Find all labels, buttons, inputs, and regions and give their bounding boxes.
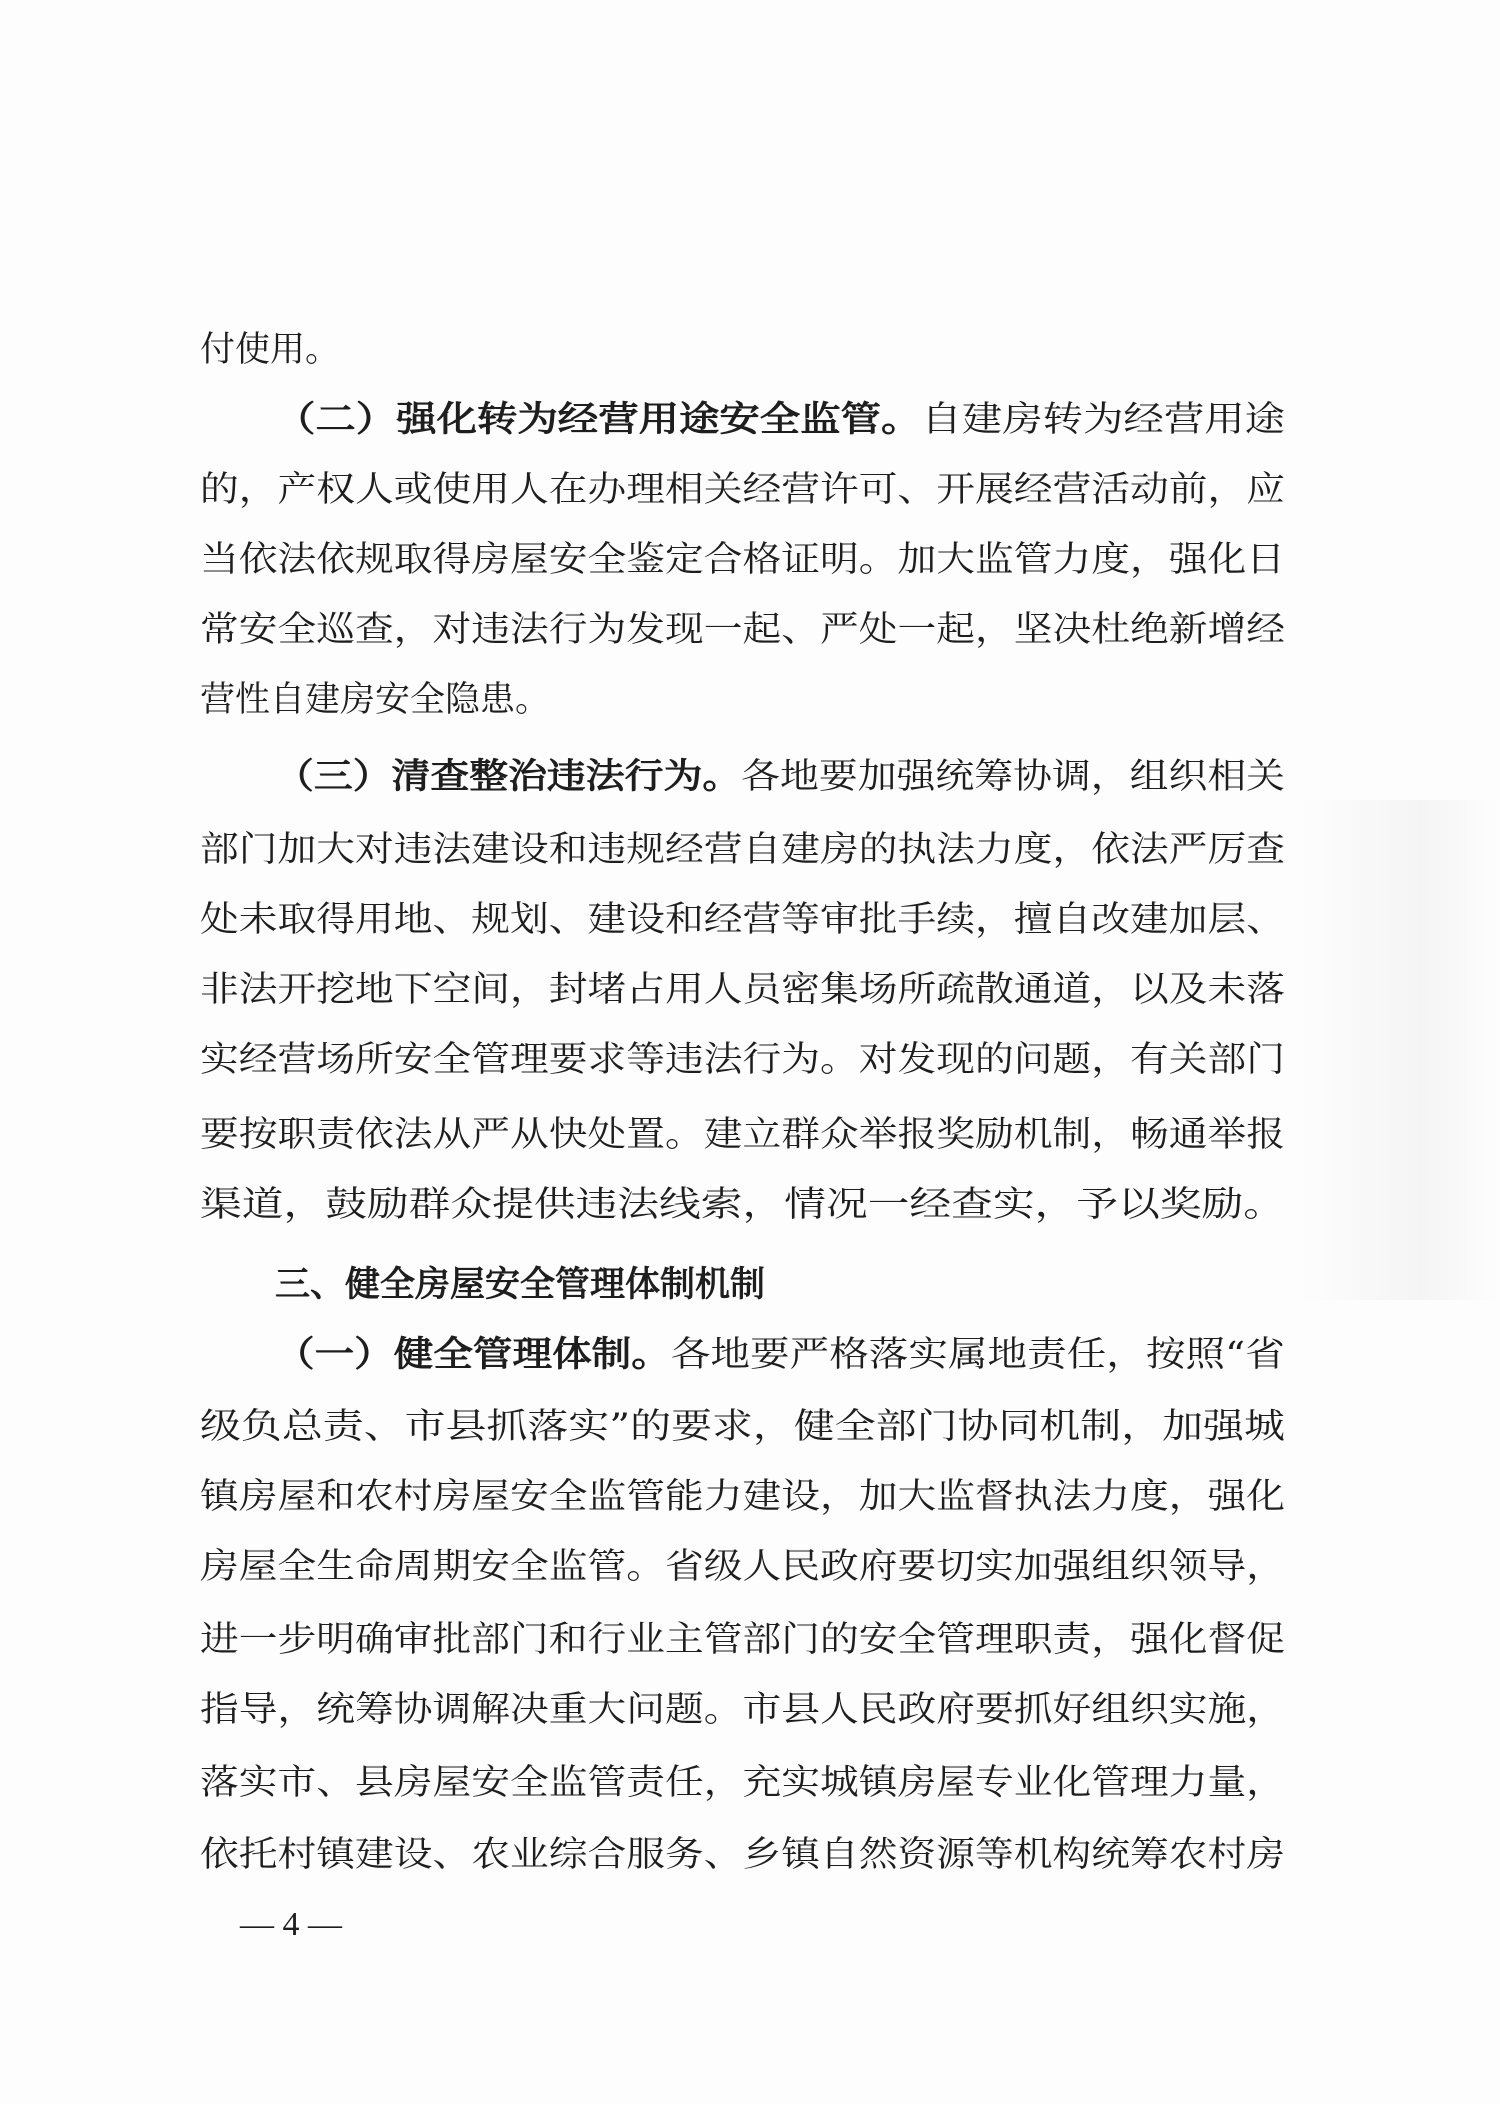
- line-text: 进一步明确审批部门和行业主管部门的安全管理职责，强化督促: [200, 1620, 1285, 1660]
- page-number: — 4 —: [240, 1906, 342, 1943]
- text-line: [0, 1170, 1500, 1240]
- text-line: [0, 1462, 1500, 1532]
- text-line: [0, 1605, 1500, 1675]
- line-text: 常安全巡查，对违法行为发现一起、严处一起，坚决杜绝新增经: [200, 610, 1285, 650]
- section-lead: （三）清查整治违法行为。: [275, 756, 742, 797]
- text-line: [0, 315, 1500, 385]
- text-line: [0, 1748, 1500, 1818]
- text-line: [0, 595, 1500, 665]
- line-text: [275, 1320, 1285, 1390]
- line-body: 自建房转为经营用途: [921, 400, 1286, 440]
- section-lead: （一）健全管理体制。: [275, 1334, 671, 1375]
- line-body: 各地要严格落实属地责任，按照“省: [670, 1335, 1285, 1375]
- text-line: [0, 885, 1500, 955]
- line-text: 部门加大对违法建设和违规经营自建房的执法力度，依法严厉查: [200, 830, 1285, 870]
- line-text: 处未取得用地、规划、建设和经营等审批手续，擅自改建加层、: [200, 900, 1285, 940]
- line-text: 渠道，鼓励群众提供违法线索，情况一经查实，予以奖励。: [200, 1185, 1286, 1225]
- line-text: 级负总责、市县抓落实”的要求，健全部门协同机制，加强城: [200, 1407, 1285, 1447]
- text-line: [0, 815, 1500, 885]
- text-line: [0, 525, 1500, 595]
- line-text: 非法开挖地下空间，封堵占用人员密集场所疏散通道，以及未落: [200, 970, 1285, 1010]
- line-text: 付使用。: [200, 330, 341, 370]
- line-text: 营性自建房安全隐患。: [200, 680, 551, 720]
- text-line: [0, 1320, 1500, 1390]
- line-text: [275, 742, 1285, 812]
- line-text: [275, 385, 1285, 455]
- line-text: 房屋全生命周期安全监管。省级人民政府要切实加强组织领导，: [200, 1547, 1285, 1587]
- text-line: [0, 1100, 1500, 1170]
- text-line: [0, 1025, 1500, 1095]
- text-line: [0, 955, 1500, 1025]
- line-body: 各地要加强统筹协调，组织相关: [741, 757, 1286, 797]
- section-heading: [0, 1250, 1500, 1320]
- line-text: 指导，统筹协调解决重大问题。市县人民政府要抓好组织实施，: [200, 1690, 1285, 1730]
- text-line: [0, 1392, 1500, 1462]
- text-line: [0, 742, 1500, 812]
- text-line: [0, 1820, 1500, 1890]
- text-line: [0, 385, 1500, 455]
- section-lead: （二）强化转为经营用途安全监管。: [275, 399, 922, 440]
- text-line: [0, 665, 1500, 735]
- line-text: 依托村镇建设、农业综合服务、乡镇自然资源等机构统筹农村房: [200, 1835, 1285, 1875]
- line-text: 当依法依规取得房屋安全鉴定合格证明。加大监管力度，强化日: [200, 540, 1285, 580]
- heading-text: 三、健全房屋安全管理体制机制: [275, 1265, 766, 1305]
- line-text: 实经营场所安全管理要求等违法行为。对发现的问题，有关部门: [200, 1040, 1285, 1080]
- text-line: [0, 1532, 1500, 1602]
- line-text: 的，产权人或使用人在办理相关经营许可、开展经营活动前，应: [200, 470, 1285, 510]
- line-text: 要按职责依法从严从快处置。建立群众举报奖励机制，畅通举报: [200, 1115, 1285, 1155]
- text-line: [0, 455, 1500, 525]
- line-text: 镇房屋和农村房屋安全监管能力建设，加大监督执法力度，强化: [200, 1477, 1285, 1517]
- line-text: 落实市、县房屋安全监管责任，充实城镇房屋专业化管理力量，: [200, 1763, 1285, 1803]
- text-line: [0, 1675, 1500, 1745]
